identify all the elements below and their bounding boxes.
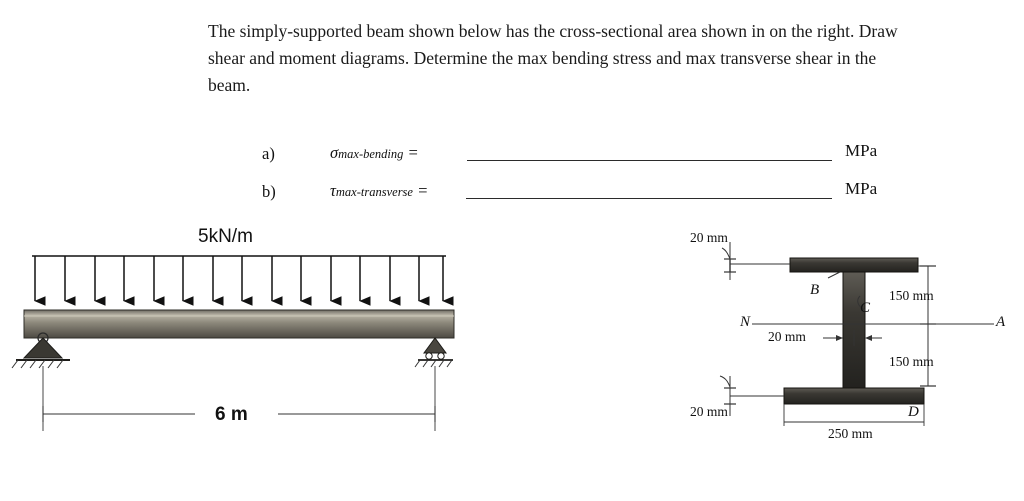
point-label-N: N [740,314,751,330]
answer-equals-b: = [412,181,429,200]
web-thickness-arrow-left [836,335,843,341]
top-flange [790,258,918,272]
beam-drawing [10,226,490,476]
point-label-A: A [996,314,1006,330]
roller-support-right [415,338,453,367]
distributed-load-label: 5kN/m [198,226,253,247]
point-label-D: D [908,404,919,420]
tau-icon: τ [330,181,336,200]
answer-subscript-a: max-bending [338,147,404,161]
answer-blank-line-b[interactable] [466,198,832,199]
beam-diagram [10,226,490,476]
top-thickness-leader [722,248,730,259]
bottom-width-label: 250 mm [828,426,873,441]
answer-equals-a: = [403,143,419,162]
answer-unit-b: MPa [845,179,878,198]
point-B-leader [828,272,840,278]
problem-statement: The simply-supported beam shown below has the cross-sectional area shown in on the right. Draw shear and moment diagrams. Determine the max bending stress and max transverse shear in the beam. [208,21,898,96]
answer-row-b [262,178,882,216]
beam-body [24,310,454,338]
answer-subscript-b: max-transverse [335,185,413,199]
answer-blanks [262,140,882,216]
bottom-flange-thickness-label: 20 mm [690,404,728,419]
web-thickness-arrow-right [865,335,872,341]
bottom-thickness-leader [720,376,730,387]
answer-symbol-b [330,181,428,201]
point-label-C: C [860,300,871,316]
sigma-icon: σ [330,143,339,162]
upper-web-height-label: 150 mm [889,288,934,303]
answer-blank-line-a[interactable] [467,160,832,161]
cross-section-diagram [660,226,1020,476]
answer-label-a: a) [262,144,275,163]
bottom-flange [784,388,924,404]
answer-label-b: b) [262,182,276,201]
web-thickness-label: 20 mm [768,329,806,344]
point-label-B: B [810,282,820,298]
top-flange-thickness-label: 20 mm [690,230,728,245]
answer-row-a [262,140,882,178]
beam-span-label: 6 m [215,404,248,425]
lower-web-height-label: 150 mm [889,354,934,369]
answer-unit-a: MPa [845,141,878,160]
answer-symbol-a [330,143,419,163]
load-arrows [35,256,443,301]
